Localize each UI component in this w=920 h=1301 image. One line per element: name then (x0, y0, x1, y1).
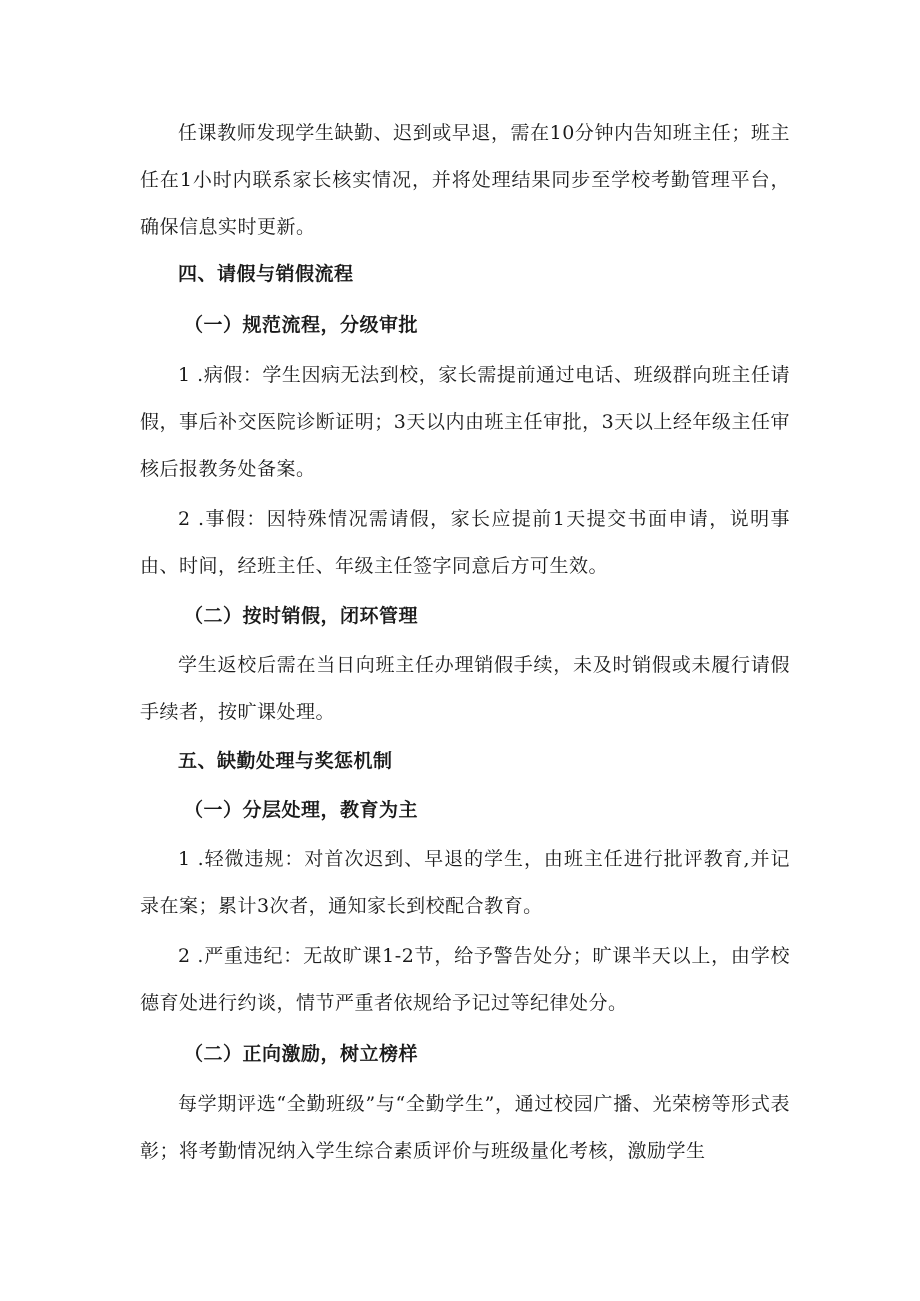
paragraph-personal-leave: 2 .事假：因特殊情况需请假，家长应提前1天提交书面申请，说明事由、时间，经班主任、年级主任签字同意后方可生效。 (140, 508, 790, 577)
subheading-positive-incentive: （二）正向激励，树立榜样 (184, 1043, 419, 1065)
heading-leave-process: 四、请假与销假流程 (178, 263, 354, 285)
subheading-standard-process: （一）规范流程，分级审批 (184, 314, 419, 336)
paragraph-reward: 每学期评选“全勤班级”与“全勤学生”，通过校园广播、光荣榜等形式表彰；将考勤情况纳入学生综合素质评价与班级量化考核，激励学生 (140, 1093, 790, 1162)
heading-absence-handling: 五、缺勤处理与奖惩机制 (178, 750, 393, 772)
paragraph-minor-violation: 1 .轻微违规：对首次迟到、早退的学生，由班主任进行批评教育,并记录在案；累计3次者，通知家长到校配合教育。 (140, 848, 790, 917)
paragraph-teacher-reporting: 任课教师发现学生缺勤、迟到或早退，需在10分钟内告知班主任；班主任在1小时内联系家长核实情况，并将处理结果同步至学校考勤管理平台，确保信息实时更新。 (140, 122, 790, 238)
subheading-return-leave: （二）按时销假，闭环管理 (184, 605, 419, 627)
paragraph-serious-violation: 2 .严重违纪：无故旷课1-2节，给予警告处分；旷课半天以上，由学校德育处进行约谈，情节严重者依规给予记过等纪律处分。 (140, 945, 790, 1014)
paragraph-sick-leave: 1 .病假：学生因病无法到校，家长需提前通过电话、班级群向班主任请假，事后补交医院诊断证明；3天以内由班主任审批，3天以上经年级主任审核后报教务处备案。 (140, 364, 790, 480)
subheading-tiered-handling: （一）分层处理，教育为主 (184, 799, 419, 821)
paragraph-return-procedure: 学生返校后需在当日向班主任办理销假手续，未及时销假或未履行请假手续者，按旷课处理。 (140, 654, 790, 723)
